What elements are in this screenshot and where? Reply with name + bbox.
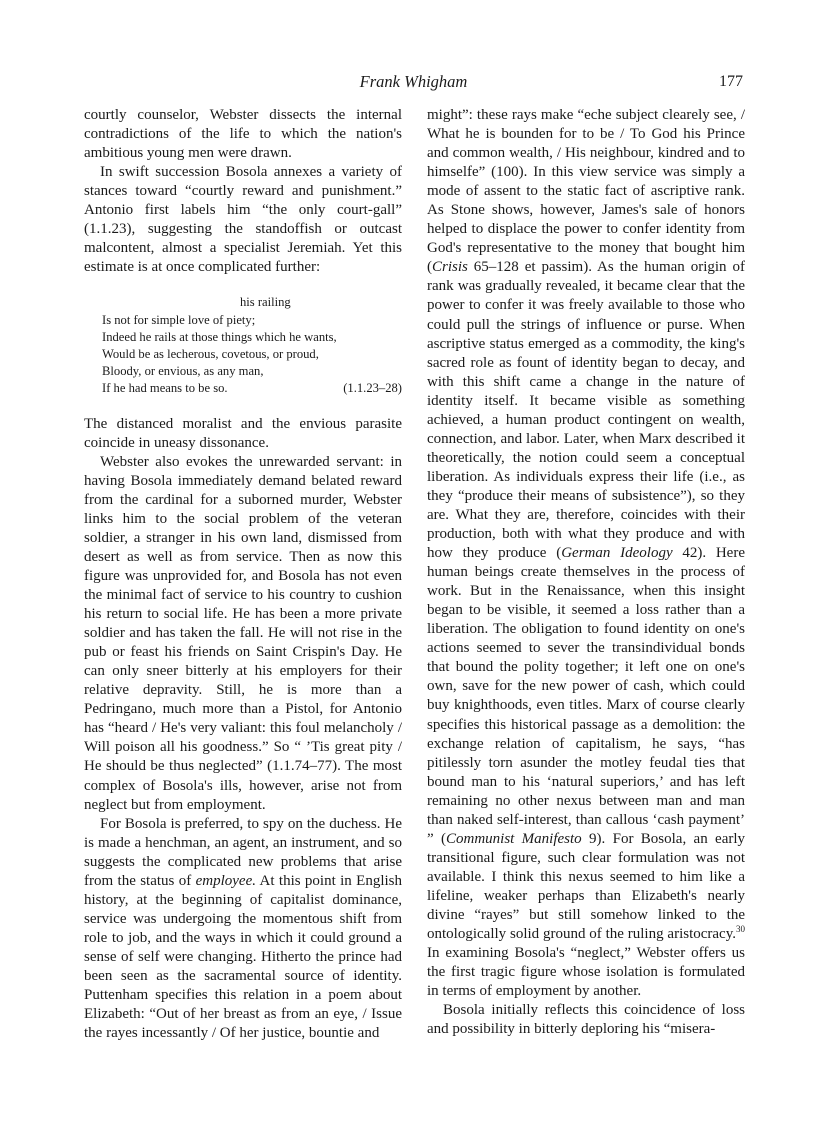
running-head — [0, 72, 827, 96]
text-run: might”: these rays make “eche subject clearely see, / What he is bounden for to be / To God his Prince and common wealth, / His neighbour, kindred and to himselfe” (100). In this view service was simply a mode of assent to the static fact of ascriptive rank. As Stone shows, however, James's sale of honors helped to displace the power to confer identity from God's representative to the money that bought him ( — [427, 107, 745, 276]
text-run: In examining Bosola's “neglect,” Webster offers us the first tragic figure whose isolation is formulated in terms of employment by another. — [427, 945, 745, 1000]
paragraph: Bosola initially reflects this coincidence of loss and possibility in bitterly deploring his “misera- — [427, 1002, 745, 1038]
quote-citation: (1.1.23–28) — [343, 381, 402, 396]
quote-line: his railing — [240, 295, 291, 310]
paragraph — [84, 815, 402, 1044]
paragraph: In swift succession Bosola annexes a variety of stances toward “courtly reward and punishment.” Antonio first labels him “the only court-gall” (1.1.23), suggesting the standoffish or outcast malcontent, almost a specialist Jeremiah. Yet this estimate is at once complicated further: — [84, 164, 402, 276]
paragraph — [427, 106, 745, 1001]
left-column — [84, 106, 402, 1043]
paragraph: Webster also evokes the unrewarded servant: in having Bosola immediately demand belated reward from the cardinal for a suborned murder, Webster links him to the social problem of the veteran soldier, a stranger in his own land, dismissed from desert as well as from service. Then as now this figure was unprovided for, and Bosola has not even the minimal fact of service to his country to cushion his return to social life. He has been a more private soldier and has taken the fall. He will not rise in the pub or feast his friends on Saint Crispin's Day. He can only sneer bitterly at his employers for their relative depravity. Still, he is more than a Pedringano, much more than a Pistol, for Antonio has “heard / He's very valiant: this foul melancholy / Will poison all his goodness.” So “ ’Tis great pity / He should be thus neglected” (1.1.74–77). The most complex of Bosola's ills, however, arise not from neglect but from employment. — [84, 453, 402, 813]
quote-line: Would be as lecherous, covetous, or proud, — [102, 347, 319, 362]
right-column — [427, 106, 745, 1039]
text-run: 9). For Bosola, an early transitional figure, such clear formulation was not available. I think this nexus seemed to him like a lifeline, weaker perhaps than Elizabeth's nearly divine “rayes” but still somehow linked to the ontologically solid ground of the ruling aristocracy. — [427, 830, 746, 943]
quote-line: Bloody, or envious, as any man, — [102, 364, 264, 379]
paragraph: courtly counselor, Webster dissects the internal contradictions of the life to which the nation's ambitious young men were drawn. — [84, 107, 402, 162]
text-run: 65–128 et passim). As the human origin of rank was gradually revealed, it became clear that the power to confer it was freely available to those who could pull the strings of influence or purse. When ascriptive status emerged as a commodity, the king's sacred role as fount of identity began to decay, and with this shift came a change in the nature of identity itself. It became visible as something achieved, a human product contingent on wealth, connection, and labor. Later, when Marx described it theoretically, the notion could seem a conceptual liberation. As individuals express their life (i.e., as they “produce their means of subsistence”), so they are. What they are, therefore, coincides with their production, both with what they produce and with how they produce ( — [427, 259, 745, 562]
title-italic: Crisis — [432, 259, 468, 276]
text-run: 42). Here human beings create themselves in the process of work. But in the Renaissance, when this insight began to be visible, it seemed a loss rather than a liberation. The obligation to found identity on one's actions seemed to sever the transindividual bonds that bound the polity together; it left one on one's own, save for the new power of cash, which could buy knighthoods, even titles. Marx of course clearly specifies this historical passage as a demolition: the exchange relation of capitalism, he says, “has pitilessly torn asunder the motley feudal ties that bound man to his ‘natural superiors,’ and has left remaining no other nexus between man and man than naked self-interest, than callous ‘cash payment’ ” ( — [427, 545, 745, 847]
quote-line: Indeed he rails at those things which he wants, — [102, 329, 337, 344]
quote-line: Is not for simple love of piety; — [102, 312, 256, 327]
quote-last-line — [102, 380, 402, 397]
block-quote — [102, 294, 402, 397]
running-head-author: Frank Whigham — [359, 72, 468, 91]
paragraph: The distanced moralist and the envious parasite coincide in uneasy dissonance. — [84, 415, 402, 451]
text-run: For Bosola is preferred, to spy on the duchess. He is made a henchman, an agent, an instrument, and so suggests the complicated new problems that arise from the status of — [84, 815, 402, 889]
page-number: 177 — [719, 73, 743, 90]
quote-line: If he had means to be so. — [102, 381, 228, 396]
emphasis: employee. — [195, 872, 256, 889]
title-italic: German Ideology — [561, 545, 673, 562]
text-run: At this point in English history, at the beginning of capitalist dominance, service was undergoing the momentous shift from role to job, and the ways in which it could ground a sense of self were changing. Hitherto the prince had been seen as the sacramental source of identity. Puttenham specifies this relation in a poem about Elizabeth: “Out of her breast as from an eye, / Issue the rayes incessantly / Of her justice, bountie and — [84, 872, 402, 1042]
footnote-ref[interactable]: 30 — [736, 924, 745, 935]
title-italic: Communist Manifesto — [446, 830, 582, 847]
